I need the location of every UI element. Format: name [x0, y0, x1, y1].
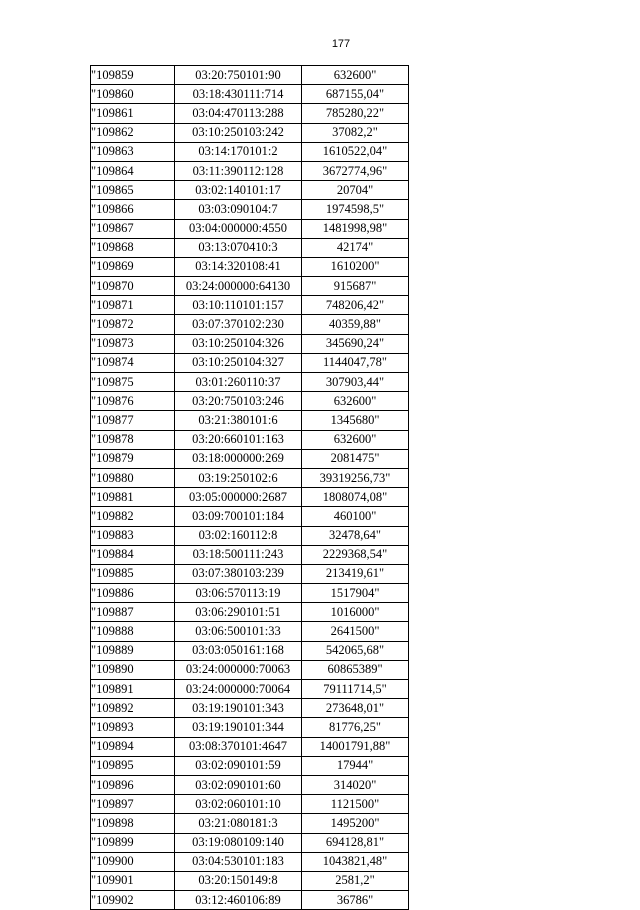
- table-row: [91, 891, 409, 910]
- record-id-cell: "109884: [91, 545, 175, 564]
- cadastral-value-cell: 3672774,96": [302, 161, 409, 180]
- cadastral-number-cell: 03:19:080109:140: [175, 833, 302, 852]
- cadastral-number-cell: 03:04:000000:4550: [175, 219, 302, 238]
- record-id-cell: "109864: [91, 161, 175, 180]
- cadastral-value-cell: 1481998,98": [302, 219, 409, 238]
- cadastral-number-cell: 03:03:090104:7: [175, 200, 302, 219]
- table-row: [91, 488, 409, 507]
- table-row: [91, 66, 409, 85]
- cadastral-value-cell: 307903,44": [302, 373, 409, 392]
- table-row: [91, 373, 409, 392]
- record-id-cell: "109861: [91, 104, 175, 123]
- cadastral-number-cell: 03:02:140101:17: [175, 181, 302, 200]
- record-id-cell: "109889: [91, 641, 175, 660]
- cadastral-number-cell: 03:24:000000:70063: [175, 660, 302, 679]
- table-row: [91, 699, 409, 718]
- cadastral-number-cell: 03:20:750101:90: [175, 66, 302, 85]
- table-row: [91, 814, 409, 833]
- table-row: [91, 161, 409, 180]
- table-row: [91, 200, 409, 219]
- cadastral-number-cell: 03:05:000000:2687: [175, 488, 302, 507]
- cadastral-number-cell: 03:09:700101:184: [175, 507, 302, 526]
- table-row: [91, 871, 409, 890]
- table-row: [91, 392, 409, 411]
- cadastral-number-cell: 03:24:000000:64130: [175, 277, 302, 296]
- cadastral-number-cell: 03:12:460106:89: [175, 891, 302, 910]
- cadastral-value-cell: 785280,22": [302, 104, 409, 123]
- record-id-cell: "109895: [91, 756, 175, 775]
- cadastral-value-cell: 36786": [302, 891, 409, 910]
- cadastral-value-cell: 213419,61": [302, 564, 409, 583]
- cadastral-number-cell: 03:14:320108:41: [175, 257, 302, 276]
- cadastral-value-cell: 314020": [302, 775, 409, 794]
- cadastral-value-cell: 79111714,5": [302, 680, 409, 699]
- cadastral-value-cell: 2229368,54": [302, 545, 409, 564]
- record-id-cell: "109900: [91, 852, 175, 871]
- cadastral-value-cell: 542065,68": [302, 641, 409, 660]
- record-id-cell: "109886: [91, 584, 175, 603]
- record-id-cell: "109898: [91, 814, 175, 833]
- cadastral-number-cell: 03:01:260110:37: [175, 373, 302, 392]
- cadastral-number-cell: 03:02:090101:60: [175, 775, 302, 794]
- cadastral-number-cell: 03:04:470113:288: [175, 104, 302, 123]
- cadastral-number-cell: 03:10:250103:242: [175, 123, 302, 142]
- cadastral-number-cell: 03:18:430111:714: [175, 85, 302, 104]
- cadastral-value-cell: 915687": [302, 277, 409, 296]
- cadastral-value-cell: 694128,81": [302, 833, 409, 852]
- cadastral-value-cell: 60865389": [302, 660, 409, 679]
- table-row: [91, 622, 409, 641]
- table-row: [91, 795, 409, 814]
- cadastral-value-cell: 40359,88": [302, 315, 409, 334]
- cadastral-number-cell: 03:07:380103:239: [175, 564, 302, 583]
- table-row: [91, 852, 409, 871]
- record-id-cell: "109897: [91, 795, 175, 814]
- table-row: [91, 123, 409, 142]
- cadastral-number-cell: 03:06:290101:51: [175, 603, 302, 622]
- record-id-cell: "109868: [91, 238, 175, 257]
- table-row: [91, 737, 409, 756]
- cadastral-number-cell: 03:06:500101:33: [175, 622, 302, 641]
- table-row: [91, 353, 409, 372]
- cadastral-number-cell: 03:10:250104:326: [175, 334, 302, 353]
- cadastral-number-cell: 03:11:390112:128: [175, 161, 302, 180]
- cadastral-number-cell: 03:10:250104:327: [175, 353, 302, 372]
- table-row: [91, 85, 409, 104]
- record-id-cell: "109891: [91, 680, 175, 699]
- table-row: [91, 315, 409, 334]
- record-id-cell: "109870: [91, 277, 175, 296]
- table-row: [91, 603, 409, 622]
- table-row: [91, 680, 409, 699]
- cadastral-value-cell: 632600": [302, 392, 409, 411]
- record-id-cell: "109899: [91, 833, 175, 852]
- cadastral-value-cell: 748206,42": [302, 296, 409, 315]
- cadastral-value-cell: 20704": [302, 181, 409, 200]
- table-row: [91, 545, 409, 564]
- cadastral-number-cell: 03:10:110101:157: [175, 296, 302, 315]
- record-id-cell: "109883: [91, 526, 175, 545]
- cadastral-number-cell: 03:21:080181:3: [175, 814, 302, 833]
- cadastral-number-cell: 03:20:150149:8: [175, 871, 302, 890]
- record-id-cell: "109866: [91, 200, 175, 219]
- record-id-cell: "109871: [91, 296, 175, 315]
- cadastral-value-cell: 2641500": [302, 622, 409, 641]
- table-row: [91, 718, 409, 737]
- cadastral-value-cell: 1974598,5": [302, 200, 409, 219]
- cadastral-number-cell: 03:24:000000:70064: [175, 680, 302, 699]
- cadastral-value-cell: 1144047,78": [302, 353, 409, 372]
- record-id-cell: "109875: [91, 373, 175, 392]
- table-row: [91, 775, 409, 794]
- cadastral-number-cell: 03:21:380101:6: [175, 411, 302, 430]
- cadastral-number-cell: 03:03:050161:168: [175, 641, 302, 660]
- record-id-cell: "109885: [91, 564, 175, 583]
- cadastral-number-cell: 03:20:750103:246: [175, 392, 302, 411]
- record-id-cell: "109893: [91, 718, 175, 737]
- table-row: [91, 411, 409, 430]
- cadastral-number-cell: 03:20:660101:163: [175, 430, 302, 449]
- cadastral-number-cell: 03:02:160112:8: [175, 526, 302, 545]
- record-id-cell: "109901: [91, 871, 175, 890]
- cadastral-value-cell: 81776,25": [302, 718, 409, 737]
- record-id-cell: "109894: [91, 737, 175, 756]
- cadastral-value-cell: 460100": [302, 507, 409, 526]
- table-row: [91, 238, 409, 257]
- cadastral-value-cell: 632600": [302, 66, 409, 85]
- record-id-cell: "109881: [91, 488, 175, 507]
- cadastral-value-cell: 17944": [302, 756, 409, 775]
- record-id-cell: "109892: [91, 699, 175, 718]
- record-id-cell: "109888: [91, 622, 175, 641]
- cadastral-value-cell: 1121500": [302, 795, 409, 814]
- table-body: [91, 66, 409, 910]
- cadastral-value-cell: 1610522,04": [302, 142, 409, 161]
- record-id-cell: "109865: [91, 181, 175, 200]
- record-id-cell: "109890: [91, 660, 175, 679]
- table-row: [91, 526, 409, 545]
- cadastral-value-cell: 42174": [302, 238, 409, 257]
- record-id-cell: "109876: [91, 392, 175, 411]
- table-row: [91, 334, 409, 353]
- table-row: [91, 430, 409, 449]
- cadastral-number-cell: 03:04:530101:183: [175, 852, 302, 871]
- table-row: [91, 296, 409, 315]
- cadastral-value-cell: 1016000": [302, 603, 409, 622]
- cadastral-number-cell: 03:07:370102:230: [175, 315, 302, 334]
- record-id-cell: "109873: [91, 334, 175, 353]
- page-number: 177: [331, 38, 351, 50]
- table-row: [91, 219, 409, 238]
- record-id-cell: "109880: [91, 468, 175, 487]
- table-row: [91, 104, 409, 123]
- cadastral-number-cell: 03:13:070410:3: [175, 238, 302, 257]
- cadastral-number-cell: 03:18:500111:243: [175, 545, 302, 564]
- record-id-cell: "109896: [91, 775, 175, 794]
- cadastral-number-cell: 03:08:370101:4647: [175, 737, 302, 756]
- data-table: [90, 65, 409, 910]
- table-row: [91, 181, 409, 200]
- cadastral-value-cell: 1808074,08": [302, 488, 409, 507]
- cadastral-number-cell: 03:06:570113:19: [175, 584, 302, 603]
- record-id-cell: "109887: [91, 603, 175, 622]
- table-row: [91, 833, 409, 852]
- cadastral-value-cell: 39319256,73": [302, 468, 409, 487]
- cadastral-number-cell: 03:19:250102:6: [175, 468, 302, 487]
- cadastral-number-cell: 03:18:000000:269: [175, 449, 302, 468]
- table-row: [91, 564, 409, 583]
- cadastral-value-cell: 14001791,88": [302, 737, 409, 756]
- cadastral-number-cell: 03:02:060101:10: [175, 795, 302, 814]
- record-id-cell: "109869: [91, 257, 175, 276]
- cadastral-number-cell: 03:14:170101:2: [175, 142, 302, 161]
- table-row: [91, 142, 409, 161]
- cadastral-value-cell: 2081475": [302, 449, 409, 468]
- cadastral-value-cell: 1043821,48": [302, 852, 409, 871]
- cadastral-number-cell: 03:02:090101:59: [175, 756, 302, 775]
- table-row: [91, 507, 409, 526]
- cadastral-value-cell: 273648,01": [302, 699, 409, 718]
- table-row: [91, 257, 409, 276]
- cadastral-number-cell: 03:19:190101:343: [175, 699, 302, 718]
- cadastral-value-cell: 345690,24": [302, 334, 409, 353]
- cadastral-number-cell: 03:19:190101:344: [175, 718, 302, 737]
- table-row: [91, 468, 409, 487]
- record-id-cell: "109862: [91, 123, 175, 142]
- table-row: [91, 277, 409, 296]
- table-row: [91, 756, 409, 775]
- record-id-cell: "109872: [91, 315, 175, 334]
- cadastral-value-cell: 1517904": [302, 584, 409, 603]
- record-id-cell: "109902: [91, 891, 175, 910]
- cadastral-value-cell: 1495200": [302, 814, 409, 833]
- record-id-cell: "109860: [91, 85, 175, 104]
- table-row: [91, 660, 409, 679]
- record-id-cell: "109879: [91, 449, 175, 468]
- table-row: [91, 641, 409, 660]
- record-id-cell: "109878: [91, 430, 175, 449]
- record-id-cell: "109859: [91, 66, 175, 85]
- cadastral-value-cell: 2581,2": [302, 871, 409, 890]
- record-id-cell: "109874: [91, 353, 175, 372]
- cadastral-value-cell: 37082,2": [302, 123, 409, 142]
- record-id-cell: "109877: [91, 411, 175, 430]
- cadastral-value-cell: 687155,04": [302, 85, 409, 104]
- cadastral-value-cell: 632600": [302, 430, 409, 449]
- record-id-cell: "109863: [91, 142, 175, 161]
- cadastral-value-cell: 1345680": [302, 411, 409, 430]
- record-id-cell: "109867: [91, 219, 175, 238]
- cadastral-value-cell: 1610200": [302, 257, 409, 276]
- cadastral-value-cell: 32478,64": [302, 526, 409, 545]
- table-row: [91, 449, 409, 468]
- record-id-cell: "109882: [91, 507, 175, 526]
- table-row: [91, 584, 409, 603]
